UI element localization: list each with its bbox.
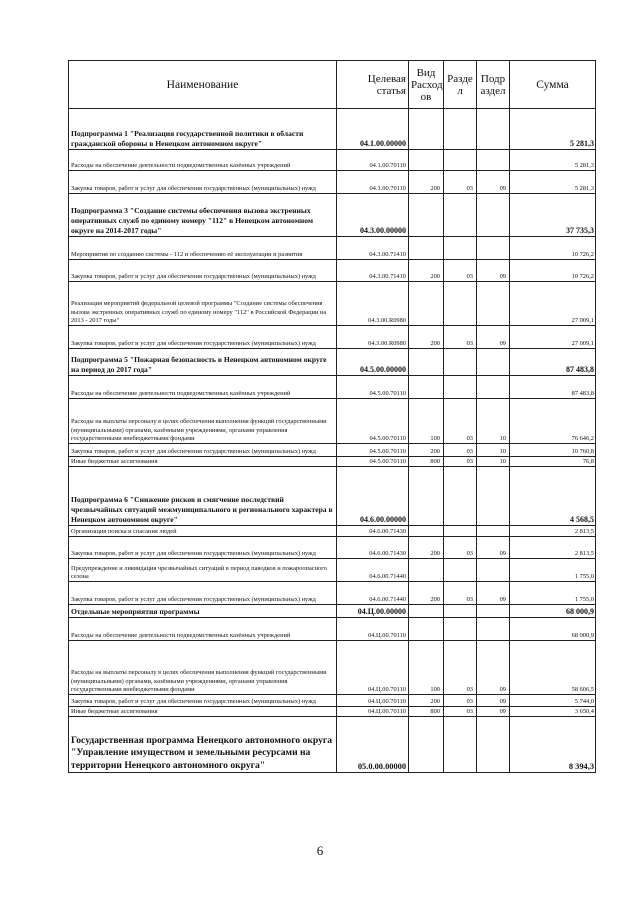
row-target-article: 04.Ц.00.70110 xyxy=(337,641,409,695)
column-header-expense-type: Вид Расход ов xyxy=(409,61,444,109)
row-section xyxy=(444,349,477,376)
row-expense-type: 800 xyxy=(409,707,444,717)
table-row xyxy=(69,605,596,618)
row-section xyxy=(444,605,477,618)
row-expense-type: 100 xyxy=(409,641,444,695)
row-subsection: 09 xyxy=(477,171,510,194)
row-name: Организация поиска и спасания людей xyxy=(69,526,337,537)
row-section xyxy=(444,282,477,326)
table-row xyxy=(69,194,596,237)
row-sum: 87 483,8 xyxy=(510,349,596,376)
row-subsection: 10 xyxy=(477,457,510,467)
table-row xyxy=(69,444,596,457)
row-name: Расходы на обеспечение деятельности подведомственных казённых учреждений xyxy=(69,150,337,171)
table-row xyxy=(69,707,596,717)
row-expense-type xyxy=(409,282,444,326)
row-section: 03 xyxy=(444,537,477,559)
column-header-subsection: Подр аздел xyxy=(477,61,510,109)
row-section: 03 xyxy=(444,457,477,467)
row-target-article: 04.3.00.R0980 xyxy=(337,326,409,349)
row-target-article: 04.5.00.70110 xyxy=(337,444,409,457)
row-sum: 2 813,5 xyxy=(510,537,596,559)
row-subsection xyxy=(477,109,510,150)
table-row xyxy=(69,326,596,349)
row-subsection: 10 xyxy=(477,399,510,444)
row-target-article: 04.1.00.70110 xyxy=(337,150,409,171)
column-header-target-article: Целевая статья xyxy=(337,61,409,109)
row-target-article: 04.3.00.00000 xyxy=(337,194,409,237)
row-expense-type xyxy=(409,376,444,399)
row-name: Реализация мероприятий федеральной целевой программы "Создание системы обеспечения вызова экстренных оперативных служб по единому номеру "112" в Российской Федерации на 2013 - 2017 годы" xyxy=(69,282,337,326)
table-row xyxy=(69,695,596,707)
row-section xyxy=(444,559,477,582)
row-target-article: 04.3.00.R0980 xyxy=(337,282,409,326)
row-sum: 10 760,8 xyxy=(510,444,596,457)
row-subsection xyxy=(477,237,510,260)
row-sum: 76,8 xyxy=(510,457,596,467)
table-row xyxy=(69,260,596,282)
row-expense-type xyxy=(409,109,444,150)
row-section: 03 xyxy=(444,171,477,194)
row-sum: 10 726,2 xyxy=(510,260,596,282)
column-header-sum: Сумма xyxy=(510,61,596,109)
row-subsection xyxy=(477,717,510,773)
row-subsection xyxy=(477,618,510,641)
table-row xyxy=(69,526,596,537)
row-name: Закупка товаров, работ и услуг для обеспечения государственных (муниципальных) нужд xyxy=(69,695,337,707)
row-section: 03 xyxy=(444,695,477,707)
row-expense-type xyxy=(409,237,444,260)
row-subsection xyxy=(477,526,510,537)
row-sum: 5 744,0 xyxy=(510,695,596,707)
row-name: Закупка товаров, работ и услуг для обеспечения государственных (муниципальных) нужд xyxy=(69,444,337,457)
column-header-section: Разде л xyxy=(444,61,477,109)
row-name: Подпрограмма 3 "Создание системы обеспечения вызова экстренных оперативных служб по единому номеру "112" в Ненецком автономном округе на 2014-2017 годы" xyxy=(69,194,337,237)
row-target-article: 04.5.00.70110 xyxy=(337,399,409,444)
row-target-article: 04.Ц.00.70110 xyxy=(337,695,409,707)
row-target-article: 04.5.00.00000 xyxy=(337,349,409,376)
row-expense-type: 200 xyxy=(409,537,444,559)
row-name: Государственная программа Ненецкого автономного округа "Управление имуществом и земельными ресурсами на территории Ненецкого автономного округа" xyxy=(69,717,337,773)
row-subsection: 09 xyxy=(477,695,510,707)
row-sum: 4 568,5 xyxy=(510,467,596,526)
row-expense-type xyxy=(409,349,444,376)
table-row xyxy=(69,537,596,559)
row-expense-type xyxy=(409,526,444,537)
row-sum: 27 009,1 xyxy=(510,326,596,349)
row-sum: 68 000,9 xyxy=(510,618,596,641)
budget-table xyxy=(68,60,596,773)
row-expense-type: 200 xyxy=(409,260,444,282)
row-section: 03 xyxy=(444,399,477,444)
row-name: Расходы на обеспечение деятельности подведомственных казённых учреждений xyxy=(69,376,337,399)
row-sum: 68 000,9 xyxy=(510,605,596,618)
row-section: 03 xyxy=(444,641,477,695)
row-subsection: 09 xyxy=(477,641,510,695)
row-name: Иные бюджетные ассигнования xyxy=(69,457,337,467)
row-expense-type xyxy=(409,150,444,171)
row-target-article: 05.0.00.00000 xyxy=(337,717,409,773)
column-header-name: Наименование xyxy=(69,61,337,109)
row-section xyxy=(444,376,477,399)
row-section xyxy=(444,618,477,641)
row-section xyxy=(444,150,477,171)
row-subsection xyxy=(477,376,510,399)
row-name: Иные бюджетные ассигнования xyxy=(69,707,337,717)
row-sum: 27 009,1 xyxy=(510,282,596,326)
row-sum: 5 281,3 xyxy=(510,150,596,171)
row-section xyxy=(444,717,477,773)
row-expense-type: 200 xyxy=(409,326,444,349)
row-name: Закупка товаров, работ и услуг для обеспечения государственных (муниципальных) нужд xyxy=(69,326,337,349)
row-name: Отдельные мероприятия программы xyxy=(69,605,337,618)
row-target-article: 04.6.00.00000 xyxy=(337,467,409,526)
row-expense-type xyxy=(409,467,444,526)
table-row xyxy=(69,618,596,641)
row-target-article: 04.6.00.71440 xyxy=(337,559,409,582)
table-row xyxy=(69,349,596,376)
row-subsection: 09 xyxy=(477,326,510,349)
row-subsection xyxy=(477,467,510,526)
row-name: Предупреждение и ликвидация чрезвычайных ситуаций в период паводков и пожароопасного сезона xyxy=(69,559,337,582)
row-name: Подпрограмма 1 "Реализация государственной политики в области гражданской обороны в Ненецком автономном округе" xyxy=(69,109,337,150)
table-row xyxy=(69,559,596,582)
table-row xyxy=(69,150,596,171)
row-section: 03 xyxy=(444,260,477,282)
row-section xyxy=(444,467,477,526)
row-section: 03 xyxy=(444,444,477,457)
row-sum: 1 755,0 xyxy=(510,582,596,605)
row-section xyxy=(444,526,477,537)
row-target-article: 04.1.00.00000 xyxy=(337,109,409,150)
row-target-article: 04.6.00.71430 xyxy=(337,526,409,537)
row-section xyxy=(444,109,477,150)
table-row xyxy=(69,171,596,194)
table-row xyxy=(69,582,596,605)
row-target-article: 04.Ц.00.00000 xyxy=(337,605,409,618)
row-expense-type: 200 xyxy=(409,444,444,457)
table-row xyxy=(69,457,596,467)
table-body xyxy=(69,109,596,773)
table-row xyxy=(69,376,596,399)
row-expense-type: 800 xyxy=(409,457,444,467)
row-sum: 58 606,5 xyxy=(510,641,596,695)
table-row xyxy=(69,109,596,150)
table-row xyxy=(69,641,596,695)
row-name: Мероприятия по созданию системы - 112 и обеспечению её эксплуатации и развития xyxy=(69,237,337,260)
table-row xyxy=(69,717,596,773)
budget-table-sheet xyxy=(68,60,595,773)
row-expense-type xyxy=(409,605,444,618)
row-sum: 5 281,3 xyxy=(510,171,596,194)
row-expense-type: 200 xyxy=(409,171,444,194)
row-section: 03 xyxy=(444,707,477,717)
row-subsection xyxy=(477,559,510,582)
row-subsection xyxy=(477,349,510,376)
row-name: Расходы на выплаты персоналу в целях обеспечения выполнения функций государственными (муниципальными) органами, казёнными учреждениями, органами управления государственными внебюджетными фондами xyxy=(69,641,337,695)
table-row xyxy=(69,399,596,444)
row-name: Расходы на выплаты персоналу в целях обеспечения выполнения функций государственными (муниципальными) органами, казёнными учреждениями, органами управления государственными внебюджетными фондами xyxy=(69,399,337,444)
row-expense-type xyxy=(409,618,444,641)
row-subsection: 09 xyxy=(477,707,510,717)
table-row xyxy=(69,237,596,260)
row-subsection: 10 xyxy=(477,444,510,457)
row-target-article: 04.Ц.00.70110 xyxy=(337,707,409,717)
row-sum: 8 394,3 xyxy=(510,717,596,773)
row-section xyxy=(444,237,477,260)
row-subsection: 09 xyxy=(477,582,510,605)
row-expense-type: 200 xyxy=(409,695,444,707)
row-subsection: 09 xyxy=(477,537,510,559)
row-name: Закупка товаров, работ и услуг для обеспечения государственных (муниципальных) нужд xyxy=(69,582,337,605)
row-sum: 76 646,2 xyxy=(510,399,596,444)
row-name: Подпрограмма 6 "Снижение рисков и смягчение последствий чрезвычайных ситуаций межмуниципального и регионального характера в Ненецком автономном округе" xyxy=(69,467,337,526)
row-sum: 3 650,4 xyxy=(510,707,596,717)
page-number: 6 xyxy=(316,843,324,858)
row-expense-type xyxy=(409,559,444,582)
row-subsection: 09 xyxy=(477,260,510,282)
row-section xyxy=(444,194,477,237)
row-name: Подпрограмма 5 "Пожарная безопасность в Ненецком автономном округе на период до 2017 года" xyxy=(69,349,337,376)
row-sum: 87 483,8 xyxy=(510,376,596,399)
row-subsection xyxy=(477,150,510,171)
row-section: 03 xyxy=(444,582,477,605)
row-subsection xyxy=(477,605,510,618)
row-sum: 10 726,2 xyxy=(510,237,596,260)
table-row xyxy=(69,282,596,326)
table-header-row xyxy=(69,61,596,109)
row-target-article: 04.5.00.70110 xyxy=(337,457,409,467)
row-sum: 1 755,0 xyxy=(510,559,596,582)
row-target-article: 04.6.00.71440 xyxy=(337,582,409,605)
row-expense-type xyxy=(409,194,444,237)
row-subsection xyxy=(477,282,510,326)
row-name: Закупка товаров, работ и услуг для обеспечения государственных (муниципальных) нужд xyxy=(69,537,337,559)
row-section: 03 xyxy=(444,326,477,349)
row-target-article: 04.Ц.00.70110 xyxy=(337,618,409,641)
row-name: Расходы на обеспечение деятельности подведомственных казённых учреждений xyxy=(69,618,337,641)
row-target-article: 04.3.00.71410 xyxy=(337,260,409,282)
row-target-article: 04.5.00.70110 xyxy=(337,376,409,399)
row-expense-type xyxy=(409,717,444,773)
row-subsection xyxy=(477,194,510,237)
row-sum: 5 281,3 xyxy=(510,109,596,150)
row-name: Закупка товаров, работ и услуг для обеспечения государственных (муниципальных) нужд xyxy=(69,171,337,194)
row-sum: 2 813,5 xyxy=(510,526,596,537)
row-target-article: 04.6.00.71430 xyxy=(337,537,409,559)
row-sum: 37 735,3 xyxy=(510,194,596,237)
row-expense-type: 100 xyxy=(409,399,444,444)
row-expense-type: 200 xyxy=(409,582,444,605)
row-target-article: 04.1.00.70110 xyxy=(337,171,409,194)
row-target-article: 04.3.00.71410 xyxy=(337,237,409,260)
row-name: Закупка товаров, работ и услуг для обеспечения государственных (муниципальных) нужд xyxy=(69,260,337,282)
table-row xyxy=(69,467,596,526)
